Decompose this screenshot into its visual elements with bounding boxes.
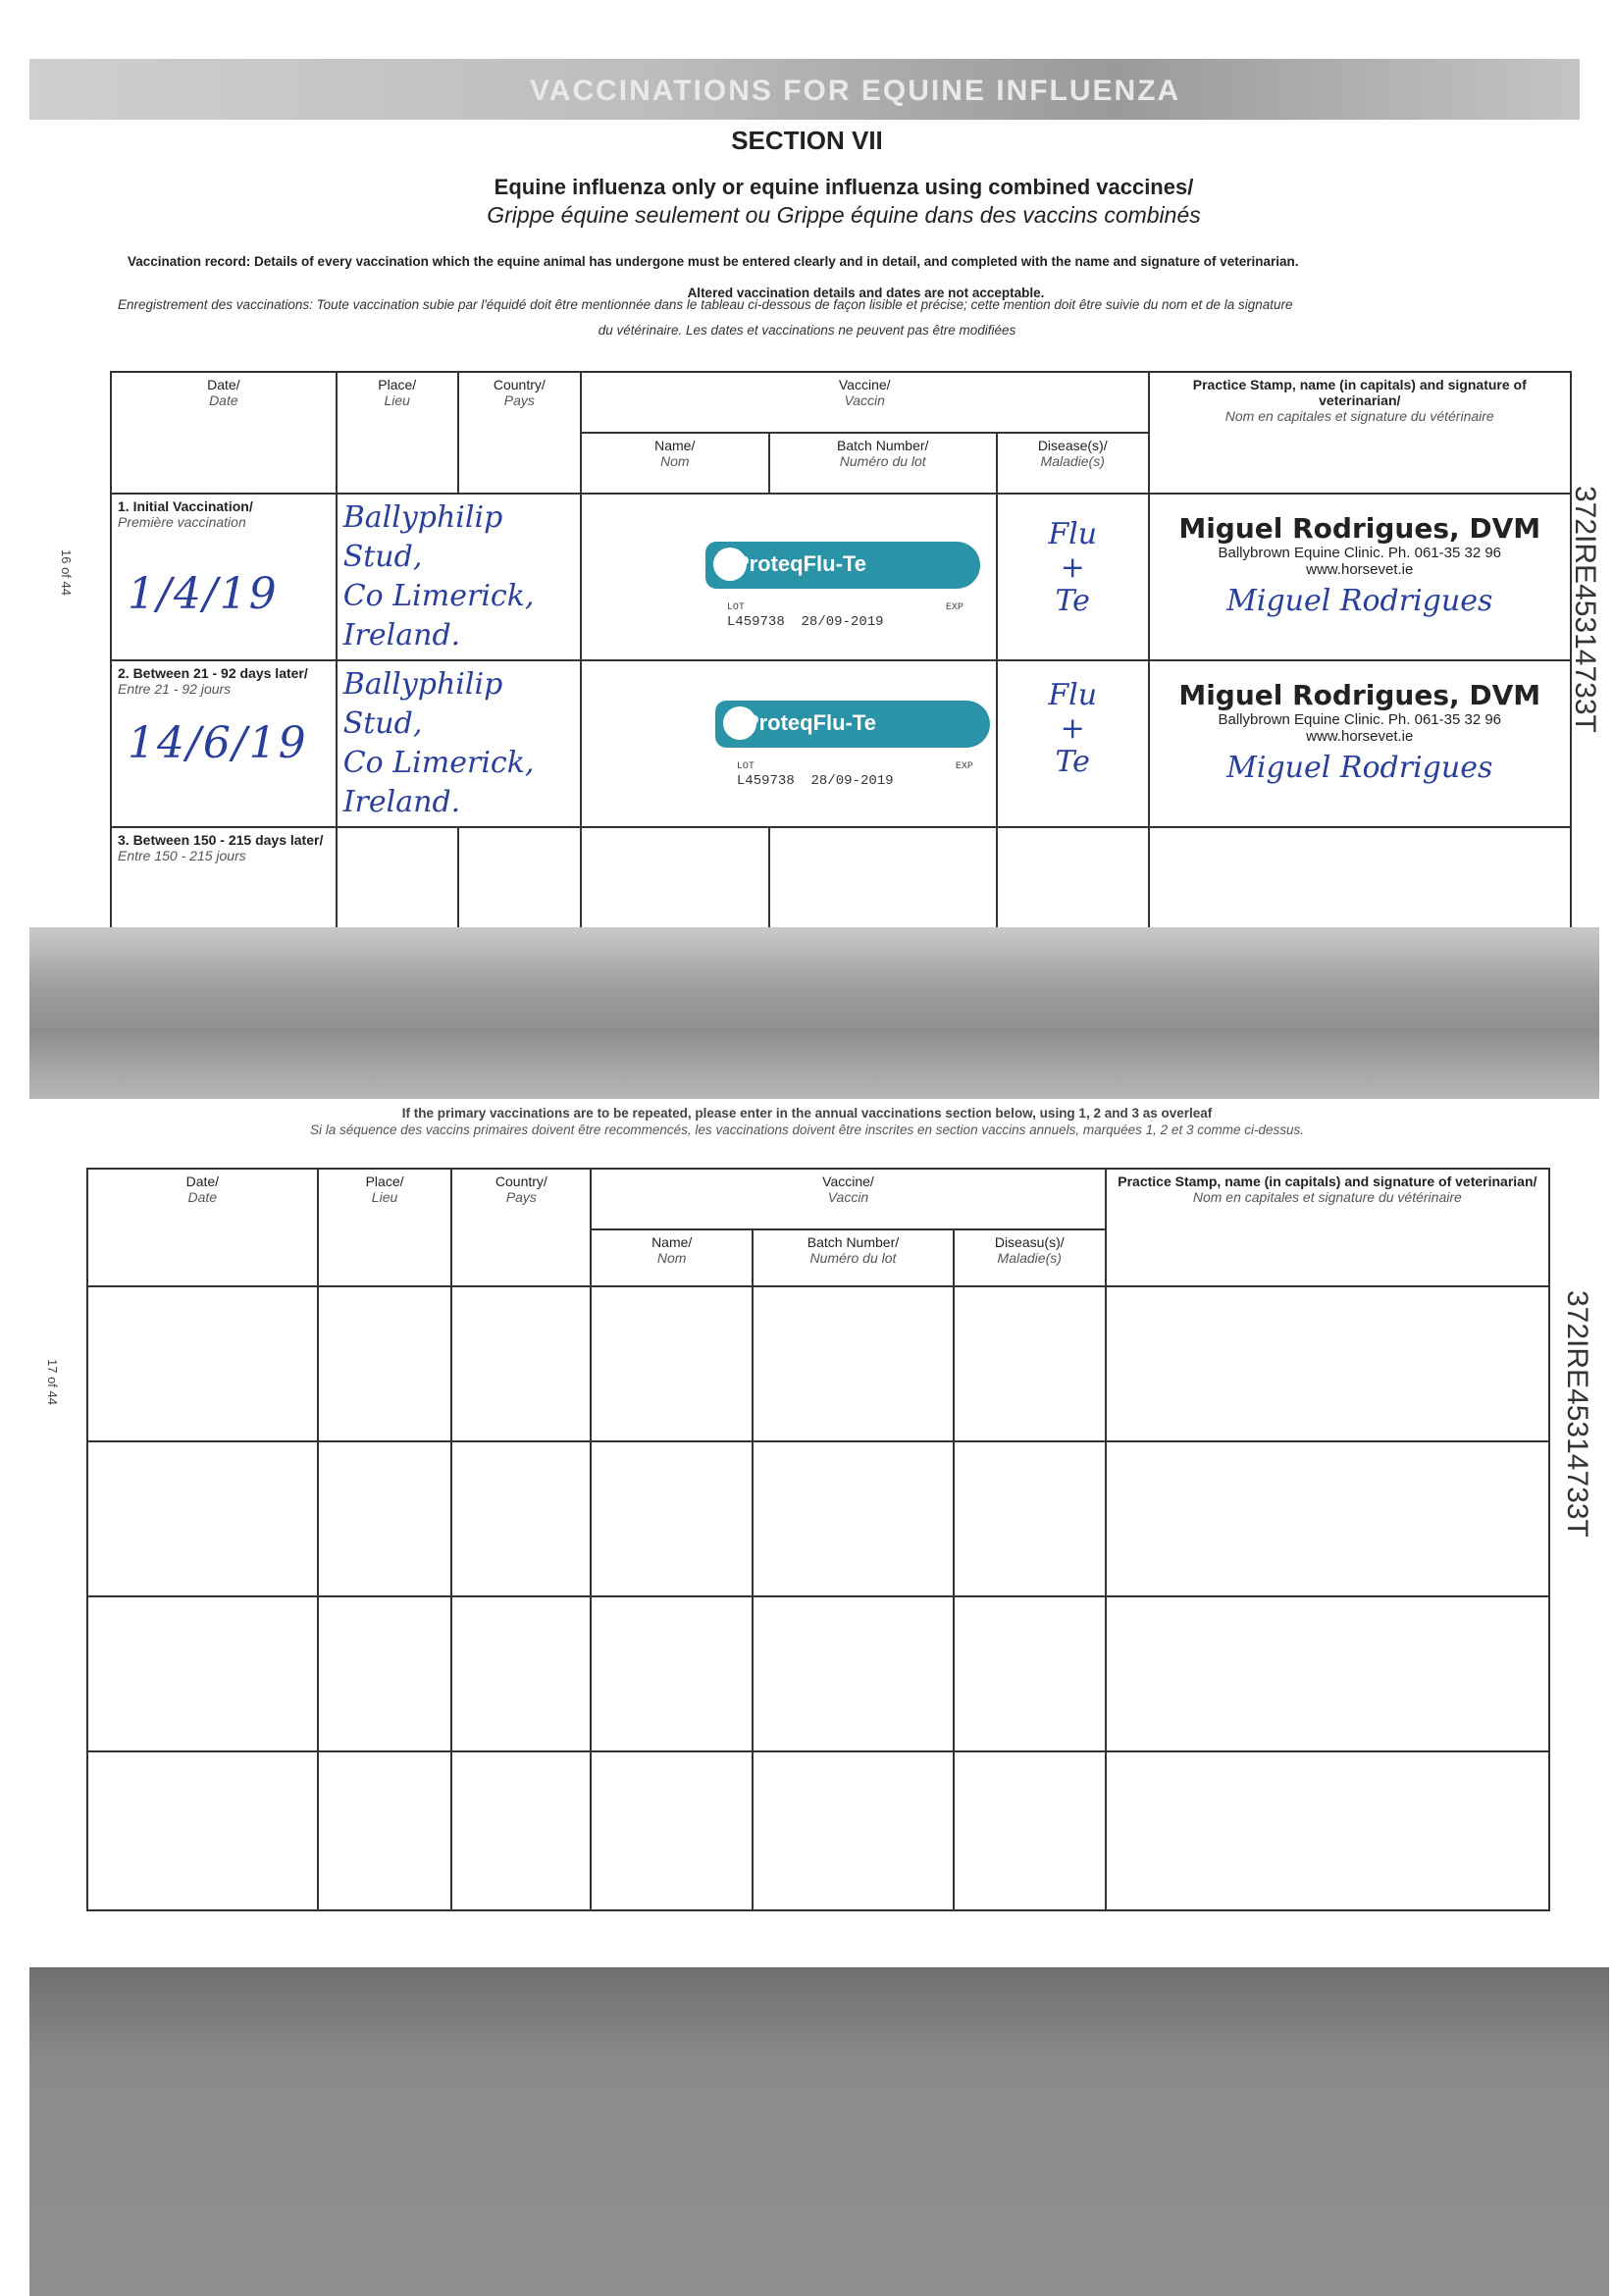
note-fr-1: Enregistrement des vaccinations: Toute vaccination subie par l'équidé doit être mentionnée dans le tableau ci-dessous de façon lisible et précise; cette mention doit être suivie du nom et de la signature [118, 297, 1293, 312]
title-fr: Grippe équine seulement ou Grippe équine dans des vaccins combinés [487, 202, 1201, 228]
batch-lot: L459738 [736, 773, 795, 789]
note-en-1: Vaccination record: Details of every vaccination which the equine animal has undergone must be entered clearly and in detail, and completed with the name and signature of veterinarian. [128, 254, 1299, 269]
col-practice-stamp: Practice Stamp, name (in capitals) and signature of veterinarian/ Nom en capitales et signature du vétérinaire [1149, 372, 1571, 494]
table-row [111, 660, 1571, 827]
vaccine-label-sticker: ProteqFlu-Te [705, 542, 980, 589]
row-stamp-cell: Miguel Rodrigues, DVM Ballybrown Equine Clinic. Ph. 061-35 32 96 www.horsevet.ie Miguel Rodrigues [1149, 660, 1571, 827]
col-diseases: Diseasu(s)/ Maladie(s) [954, 1229, 1106, 1286]
col-vaccine-name: Name/ Nom [591, 1229, 753, 1286]
section-title: SECTION VII [731, 126, 883, 155]
title-en: Equine influenza only or equine influenza using combined vaccines/ [494, 175, 1194, 199]
batch-expiry: 28/09-2019 [810, 773, 894, 789]
row-vaccine-sticker-cell: ProteqFlu-Te LOT EXP L459738 28/09-2019 [581, 660, 997, 827]
handwritten-date: 1/4/19 [128, 569, 279, 619]
col-place: Place/ Lieu [318, 1169, 452, 1286]
table-row [87, 1441, 1549, 1596]
note-fr-2: du vétérinaire. Les dates et vaccinations ne peuvent pas être modifiées [598, 323, 1016, 338]
row-vaccine-sticker-cell: ProteqFlu-Te LOT EXP L459738 28/09-2019 [581, 494, 997, 660]
col-practice-stamp: Practice Stamp, name (in capitals) and signature of veterinarian/ Nom en capitales et signature du vétérinaire [1106, 1169, 1549, 1286]
col-country: Country/ Pays [451, 1169, 591, 1286]
table-row [87, 1751, 1549, 1910]
note-en-2: Altered vaccination details and dates are not acceptable. [687, 286, 1045, 300]
row-place-cell: Ballyphilip Stud, Co Limerick, Ireland. [337, 660, 581, 827]
vet-signature: Miguel Rodrigues [1226, 584, 1493, 618]
row-place-cell: Ballyphilip Stud, Co Limerick, Ireland. [337, 494, 581, 660]
mid-note-fr: Si la séquence des vaccins primaires doivent être recommencés, les vaccinations doivent être inscrites en section vaccins annuels, marquées 1, 2 et 3 comme ci-dessus. [310, 1122, 1304, 1137]
col-diseases: Disease(s)/ Maladie(s) [997, 433, 1149, 494]
page-number-top: 16 of 44 [59, 549, 74, 596]
row-disease-cell: Flu + Te [997, 660, 1149, 827]
batch-expiry: 28/09-2019 [801, 614, 884, 630]
row-stamp-cell: Miguel Rodrigues, DVM Ballybrown Equine Clinic. Ph. 061-35 32 96 www.horsevet.ie Miguel Rodrigues [1149, 494, 1571, 660]
horse-id-top: 372IRE45314733T [1569, 486, 1601, 733]
scan-shading-band-bottom [29, 1967, 1609, 2296]
vaccination-table-annual [86, 1168, 1550, 1911]
handwritten-date: 14/6/19 [128, 718, 308, 768]
vaccine-label-sticker: ProteqFlu-Te [715, 701, 990, 748]
mid-note-en: If the primary vaccinations are to be repeated, please enter in the annual vaccinations section below, using 1, 2 and 3 as overleaf [401, 1106, 1213, 1121]
vaccination-table-primary [110, 371, 1572, 946]
header-banner-text: VACCINATIONS FOR EQUINE INFLUENZA [530, 75, 1181, 107]
col-vaccine: Vaccine/ Vaccin [581, 372, 1149, 433]
col-place: Place/ Lieu [337, 372, 458, 494]
col-date: Date/ Date [87, 1169, 318, 1286]
horse-id-bottom: 372IRE45314733T [1561, 1290, 1593, 1538]
col-batch-number: Batch Number/ Numéro du lot [769, 433, 997, 494]
col-vaccine: Vaccine/ Vaccin [591, 1169, 1105, 1229]
col-date: Date/ Date [111, 372, 337, 494]
vet-signature: Miguel Rodrigues [1226, 751, 1493, 785]
row-date-cell: 3. Between 150 - 215 days later/ Entre 150 - 215 jours [111, 827, 337, 945]
col-batch-number: Batch Number/ Numéro du lot [753, 1229, 954, 1286]
batch-lot: L459738 [726, 614, 785, 630]
col-vaccine-name: Name/ Nom [581, 433, 769, 494]
scan-shading-band [29, 927, 1599, 1099]
page-number-bottom: 17 of 44 [45, 1359, 60, 1405]
vet-name: Miguel Rodrigues, DVM [1178, 512, 1541, 545]
vet-name: Miguel Rodrigues, DVM [1178, 679, 1541, 711]
table-row [111, 494, 1571, 660]
row-date-cell: 1. Initial Vaccination/ Première vaccination 1/4/19 [111, 494, 337, 660]
row-disease-cell: Flu + Te [997, 494, 1149, 660]
col-country: Country/ Pays [458, 372, 581, 494]
table-row [87, 1596, 1549, 1751]
table-row [87, 1286, 1549, 1441]
row-date-cell: 2. Between 21 - 92 days later/ Entre 21 - 92 jours 14/6/19 [111, 660, 337, 827]
